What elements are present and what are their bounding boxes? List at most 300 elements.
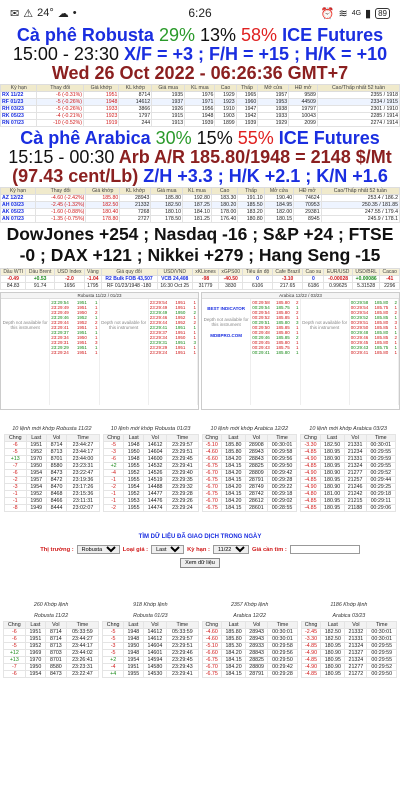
table-cell: 184.15 — [222, 657, 246, 664]
tick-value: 185.75 — [374, 345, 389, 350]
table-cell: 23:44:27 — [66, 636, 99, 643]
table-cell: -4.85 — [301, 671, 321, 678]
table-cell: 14612 — [143, 629, 167, 636]
market-change: -3.10 — [272, 276, 303, 283]
tick-value: 00:29:54 — [350, 305, 369, 310]
table-row[interactable] — [301, 636, 396, 643]
column-header: Mở cửa — [258, 85, 289, 92]
table-row[interactable] — [103, 498, 198, 505]
table-row[interactable] — [301, 470, 396, 477]
table-cell: -5.10 — [202, 643, 222, 650]
market-change: -0.00028 — [324, 276, 352, 283]
table-row[interactable] — [301, 456, 396, 463]
table-cell: 1942 — [236, 113, 258, 120]
table-cell: +13 — [5, 456, 27, 463]
robusta-panel-title: Robusta 11/22 — [77, 293, 107, 298]
market-change: +0.53 — [26, 276, 54, 283]
arabica-ice: ICE Futures — [278, 128, 380, 148]
tick-value: 185.80 — [374, 310, 389, 315]
market-value: 91.74 — [26, 283, 54, 290]
tick-value: 1 — [394, 325, 397, 330]
tick-value: 00:29:41 — [350, 350, 369, 355]
column-header: Vol — [46, 435, 66, 442]
column-header: Last — [221, 435, 245, 442]
tick-value: 1 — [193, 315, 196, 320]
table-row[interactable] — [202, 477, 297, 484]
table-row[interactable] — [5, 463, 100, 470]
table-cell: 1951 — [25, 636, 45, 643]
contract-name: RN 07/23 — [1, 120, 37, 127]
table-row[interactable] — [103, 463, 198, 470]
table-cell: 182.50 — [321, 629, 345, 636]
table-cell: 1948 — [124, 629, 144, 636]
column-header: Vol — [46, 622, 66, 629]
table-row[interactable] — [103, 664, 198, 671]
table-cell: 1923 — [215, 99, 236, 106]
table-cell: 180.40 — [86, 209, 120, 216]
table-cell: 23:44:02 — [66, 650, 99, 657]
tick-value: 1952 — [76, 320, 87, 325]
table-cell: 21257 — [344, 477, 366, 484]
table-row[interactable] — [301, 477, 396, 484]
table-cell: -7 — [5, 463, 27, 470]
column-header: KL khớp — [120, 188, 151, 195]
table-cell: 180.90 — [321, 650, 345, 657]
table-cell: 2334 / 1915 — [317, 99, 399, 106]
table-row[interactable] — [202, 498, 297, 505]
table-cell: 1953 — [124, 498, 144, 505]
table-cell: 23:19:36 — [67, 477, 100, 484]
market-change: -1.04 — [85, 276, 101, 283]
table-cell: 23:29:51 — [167, 449, 198, 456]
table-cell: 8580 — [46, 664, 66, 671]
table-cell: 00:28:55 — [267, 505, 296, 512]
table-row[interactable] — [1, 113, 400, 120]
column-header: Time — [267, 435, 296, 442]
table-row[interactable] — [301, 629, 396, 636]
tick-value: 3 — [193, 340, 196, 345]
market-change: -2.0 — [54, 276, 84, 283]
market-value: 1795 — [85, 283, 101, 290]
table-row[interactable] — [5, 505, 100, 512]
matched-table — [4, 434, 100, 512]
table-cell: 180.95 — [320, 477, 344, 484]
table-row[interactable] — [103, 650, 198, 657]
table-cell: -4.60 — [202, 629, 222, 636]
site-link[interactable]: MDBPRO.COM — [210, 333, 242, 338]
tick-row — [150, 350, 196, 355]
signal-icon: ▮ — [365, 7, 372, 20]
table-row[interactable] — [103, 442, 198, 449]
matched-title: 10 lệnh mới khớp Arabica 03/23 — [309, 426, 387, 432]
table-cell: 23:44:17 — [67, 449, 100, 456]
tick-value: 00:29:51 — [252, 320, 270, 325]
tick-value: 1951 — [76, 350, 87, 355]
tick-value: 23:29:24 — [51, 350, 69, 355]
table-cell: 21331 — [345, 636, 367, 643]
tick-value: 1 — [193, 300, 196, 305]
header-row — [301, 622, 396, 629]
table-row[interactable] — [5, 442, 100, 449]
table-row[interactable] — [301, 671, 396, 678]
table-cell: 23:29:43 — [167, 664, 198, 671]
table-cell: -6 — [4, 671, 26, 678]
column-header: Last — [124, 435, 144, 442]
contract-name: RH 03/23 — [1, 106, 37, 113]
table-cell: 05:33:59 — [167, 629, 198, 636]
table-cell: 14600 — [143, 456, 166, 463]
market-header: Cafe Brazil — [272, 269, 303, 276]
tick-value: 1 — [394, 350, 397, 355]
price-type-label: Loại giá : — [122, 546, 149, 553]
table-cell: 00:29:28 — [267, 477, 296, 484]
column-header: Cao/Thấp nhất 52 tuần — [317, 85, 399, 92]
column-header: Cao/Thấp nhất 52 tuần — [321, 188, 399, 195]
matched-column — [202, 426, 298, 512]
tick-value: 1 — [193, 350, 196, 355]
table-row[interactable] — [301, 657, 396, 664]
tick-value: 23:29:49 — [51, 310, 69, 315]
table-cell: 23:29:46 — [167, 650, 198, 657]
table-cell: 8714 — [119, 92, 152, 99]
tick-value: 1951 — [76, 325, 87, 330]
table-cell: -3.30 — [301, 636, 321, 643]
table-row[interactable] — [202, 664, 297, 671]
history-count: 918 Khớp lệnh — [133, 602, 168, 608]
table-cell: 182.00 — [264, 209, 294, 216]
tick-value: 3 — [394, 320, 397, 325]
table-row[interactable] — [4, 629, 99, 636]
table-row[interactable] — [301, 643, 396, 650]
table-cell: 1954 — [124, 657, 144, 664]
table-cell: 190.40 — [264, 195, 294, 202]
table-row[interactable] — [4, 671, 99, 678]
arabica-ticks-2[interactable] — [350, 299, 399, 405]
matched-column — [4, 426, 100, 512]
table-cell: 180.90 — [320, 456, 344, 463]
table-cell: 23:29:41 — [167, 463, 198, 470]
table-row[interactable] — [301, 491, 396, 498]
table-row[interactable] — [5, 477, 100, 484]
table-cell: 178.50 — [151, 216, 183, 223]
market-change: R2 Bulk FOB 43,507 — [101, 276, 157, 283]
history-column — [301, 602, 397, 678]
table-cell: 184.20 — [221, 484, 245, 491]
table-row[interactable] — [5, 456, 100, 463]
table-row[interactable] — [103, 470, 198, 477]
tick-value: 1951 — [175, 330, 186, 335]
table-row[interactable] — [301, 650, 396, 657]
table-row[interactable] — [301, 449, 396, 456]
term-select[interactable] — [213, 545, 249, 554]
robusta-panel-subtitle: 01/23 — [110, 293, 122, 298]
table-row[interactable] — [4, 664, 99, 671]
table-cell: 2727 — [120, 216, 151, 223]
table-cell: 28908 — [245, 442, 267, 449]
table-row[interactable] — [301, 463, 396, 470]
table-cell: 1910 — [215, 106, 236, 113]
table-row[interactable] — [5, 484, 100, 491]
table-row[interactable] — [4, 636, 99, 643]
column-header: Thay đổi — [37, 85, 84, 92]
table-cell: -4.85 — [301, 643, 321, 650]
table-cell: 23:02:07 — [67, 505, 100, 512]
column-header: Vol — [245, 435, 267, 442]
table-row[interactable] — [202, 643, 297, 650]
market-header: Vàng — [85, 269, 101, 276]
column-header: Chng — [301, 435, 320, 442]
table-row[interactable] — [4, 643, 99, 650]
table-row[interactable] — [301, 442, 396, 449]
table-cell: -4.90 — [301, 456, 320, 463]
column-header: Time — [66, 622, 99, 629]
table-cell: 185.80 — [86, 195, 120, 202]
contract-name: AN 07/23 — [1, 216, 36, 223]
table-row[interactable] — [1, 195, 400, 202]
table-cell: 23:44:27 — [67, 442, 100, 449]
table-cell: 1951 — [26, 442, 46, 449]
robusta-p1: 29% — [158, 25, 195, 45]
table-cell: -4.85 — [301, 449, 320, 456]
table-cell: 182.50 — [151, 202, 183, 209]
search-form — [0, 534, 400, 568]
table-cell: 21277 — [345, 664, 367, 671]
market-value: 6186 — [303, 283, 324, 290]
tick-value: 1 — [295, 325, 299, 330]
table-row[interactable] — [5, 449, 100, 456]
table-row[interactable] — [1, 99, 400, 106]
table-cell: 23:26:41 — [66, 657, 99, 664]
table-row[interactable] — [202, 456, 297, 463]
tick-value: 1951 — [76, 300, 87, 305]
wifi-icon: ≋ — [338, 7, 348, 20]
market-value: 16:30 Oct 25 — [157, 283, 192, 290]
table-row[interactable] — [103, 456, 198, 463]
table-cell: 00:29:52 — [367, 664, 397, 671]
table-row[interactable] — [202, 650, 297, 657]
table-cell: -5 (-0.26%) — [37, 99, 84, 106]
table-cell: 1937 — [152, 99, 185, 106]
tick-value: 185.75 — [374, 305, 389, 310]
table-row[interactable] — [202, 657, 297, 664]
tick-value: 23:29:44 — [149, 320, 168, 325]
market-header: xKLiones — [192, 269, 218, 276]
table-row[interactable] — [4, 657, 99, 664]
robusta-headline — [0, 26, 400, 83]
table-row[interactable] — [202, 629, 297, 636]
tick-value: 1 — [94, 345, 98, 350]
arabica-panel: Arabica 12/22 / 03/23 BEST INDICATOR Depth not available for this instrument MDBPRO.COM 00:29:58 185.80 2 00:29:54 185.75 1 00:29:54 185.80 2 00:29:52 185.85 1 00:29:51 185.80 3 00:29:50 185.85 1 00:29:48 185.80 1 00:29:46 185.85 2 00:29:45 185.80 1 00:29:43 185.75 1 00:29:41 185.80 1 Depth not available for this instrument 00:29:58 185.80 2 00:29:54 185.75 1 00:29:54 185.80 2 00:29:52 185.85 1 00:29:51 185.80 3 00:29:50 185.85 1 00:29:48 185.80 1 00:29:46 185.85 2 00:29:45 185.80 1 00:29:43 185.75 1 00:29:41 185.80 1 — [201, 292, 400, 410]
price-type-select[interactable] — [151, 545, 184, 554]
table-row[interactable] — [202, 671, 297, 678]
tick-value: 185.80 — [374, 350, 389, 355]
header-row — [103, 622, 198, 629]
table-cell: 1947 — [236, 106, 258, 113]
tick-value: 23:29:29 — [149, 345, 168, 350]
table-cell: 28943 — [120, 195, 151, 202]
table-row[interactable] — [5, 470, 100, 477]
table-cell: 184.15 — [221, 477, 245, 484]
tick-value: 23:29:31 — [149, 340, 168, 345]
table-row[interactable] — [1, 202, 400, 209]
table-cell: 1949 — [26, 505, 46, 512]
table-row[interactable] — [1, 209, 400, 216]
history-count: 2357 Khớp lệnh — [230, 602, 269, 608]
table-row[interactable] — [301, 484, 396, 491]
table-row[interactable] — [301, 664, 396, 671]
table-cell: +4 — [103, 671, 124, 678]
table-cell: 184.20 — [222, 650, 246, 657]
table-row[interactable] — [202, 505, 297, 512]
table-cell: -10 (-0.52%) — [37, 120, 84, 127]
table-row[interactable] — [202, 442, 297, 449]
table-cell: 28943 — [246, 636, 268, 643]
market-header: EUR/USD — [324, 269, 352, 276]
market-change: 0 — [303, 276, 324, 283]
tick-value: 00:29:48 — [252, 330, 270, 335]
table-row[interactable] — [103, 629, 198, 636]
table-cell: 21242 — [344, 491, 366, 498]
table-row[interactable] — [202, 491, 297, 498]
table-cell: -6.70 — [202, 484, 221, 491]
table-cell: 183.20 — [238, 209, 264, 216]
depth-panels — [0, 292, 400, 410]
header-row — [202, 435, 297, 442]
table-row[interactable] — [301, 498, 396, 505]
table-row[interactable] — [103, 636, 198, 643]
table-row[interactable] — [1, 106, 400, 113]
table-cell: 19797 — [289, 106, 318, 113]
table-cell: 00:29:52 — [366, 470, 395, 477]
arabica-ticks[interactable] — [251, 299, 300, 405]
table-row[interactable] — [202, 484, 297, 491]
table-row[interactable] — [103, 643, 198, 650]
table-cell: 28612 — [245, 498, 267, 505]
tick-value: 23:29:49 — [149, 310, 168, 315]
tick-value: 23:29:46 — [149, 315, 168, 320]
tick-value: 1 — [94, 330, 98, 335]
table-row[interactable] — [103, 491, 198, 498]
table-cell: 8580 — [46, 463, 66, 470]
table-cell: 21331 — [344, 456, 366, 463]
tick-value: 1 — [94, 325, 98, 330]
table-cell: 8473 — [46, 671, 66, 678]
tick-value: 1 — [295, 345, 299, 350]
table-cell: -1 — [103, 491, 124, 498]
table-row[interactable] — [301, 505, 396, 512]
table-row[interactable] — [1, 92, 400, 99]
table-cell: 14601 — [143, 650, 167, 657]
robusta-ticks-2[interactable] — [149, 299, 198, 405]
table-cell: -4.85 — [301, 657, 321, 664]
tick-value: 1951 — [175, 325, 186, 330]
table-cell: 28843 — [246, 650, 268, 657]
arabica-depth-note-2: Depth not available for this instrument — [302, 320, 348, 330]
table-row[interactable] — [103, 505, 198, 512]
table-cell: 00:30:01 — [268, 636, 298, 643]
table-cell: 1952 — [26, 449, 46, 456]
notification-icon: ✉ — [10, 7, 20, 20]
table-cell: 8714 — [46, 636, 66, 643]
tick-value: 23:29:54 — [51, 300, 69, 305]
table-row[interactable] — [202, 470, 297, 477]
history-column — [202, 602, 298, 678]
table-row[interactable] — [103, 449, 198, 456]
table-cell: 00:29:22 — [267, 484, 296, 491]
table-row[interactable] — [5, 498, 100, 505]
table-cell: 2355 / 1918 — [317, 92, 399, 99]
table-cell: 00:29:56 — [268, 650, 298, 657]
view-data-button[interactable]: Xem dữ liệu — [180, 558, 220, 568]
table-cell: 1923 — [83, 113, 118, 120]
table-cell: 1938 — [258, 106, 289, 113]
table-cell: -4.85 — [301, 477, 320, 484]
table-cell: 2301 / 1910 — [317, 106, 399, 113]
robusta-ice: ICE Futures — [282, 25, 384, 45]
table-cell: -1 — [103, 498, 124, 505]
table-row[interactable] — [202, 449, 297, 456]
tick-value: 00:29:54 — [350, 310, 369, 315]
price-search-input[interactable] — [290, 545, 360, 554]
column-header: Vol — [345, 622, 367, 629]
table-cell: 1953 — [258, 99, 289, 106]
tick-value: 00:29:50 — [350, 325, 369, 330]
contract-name: RX 11/22 — [1, 92, 37, 99]
table-row[interactable] — [202, 636, 297, 643]
tick-value: 1 — [394, 305, 397, 310]
table-cell: 00:30:01 — [268, 629, 298, 636]
table-cell: -3 — [103, 449, 124, 456]
table-row[interactable] — [5, 491, 100, 498]
robusta-ticks[interactable] — [50, 299, 99, 405]
table-cell: 23:29:57 — [167, 636, 198, 643]
tick-value: 1951 — [175, 300, 186, 305]
temperature: 24° — [37, 7, 54, 19]
table-row[interactable] — [4, 650, 99, 657]
table-row[interactable] — [103, 477, 198, 484]
tick-value: 1950 — [175, 310, 186, 315]
column-header: Thay đổi — [35, 188, 86, 195]
table-row[interactable] — [103, 671, 198, 678]
column-header: Last — [222, 622, 246, 629]
table-cell: 28791 — [246, 671, 268, 678]
table-row[interactable] — [1, 216, 400, 223]
table-cell: 23:29:41 — [167, 671, 198, 678]
table-cell: 182.50 — [321, 636, 345, 643]
table-cell: 00:29:11 — [366, 498, 395, 505]
column-header: Time — [167, 435, 198, 442]
table-row[interactable] — [103, 657, 198, 664]
table-row[interactable] — [1, 120, 400, 127]
column-header: Vol — [143, 622, 167, 629]
table-cell: 1954 — [26, 470, 46, 477]
table-row[interactable] — [103, 484, 198, 491]
matched-column — [300, 426, 396, 512]
table-cell: -2 — [103, 484, 124, 491]
column-header: Chng — [103, 435, 124, 442]
table-cell: -5 — [4, 643, 26, 650]
table-cell: 00:29:06 — [366, 505, 395, 512]
tick-value: 1951 — [175, 350, 186, 355]
table-cell: 28742 — [245, 491, 267, 498]
table-cell: 23:15:36 — [67, 491, 100, 498]
robusta-quote-table — [0, 84, 400, 127]
table-row[interactable] — [202, 463, 297, 470]
matched-title: 10 lệnh mới khớp Robusta 01/23 — [110, 426, 191, 432]
tick-value: 23:29:54 — [149, 300, 168, 305]
market-select[interactable] — [77, 545, 120, 554]
table-cell: -6.75 — [202, 671, 222, 678]
